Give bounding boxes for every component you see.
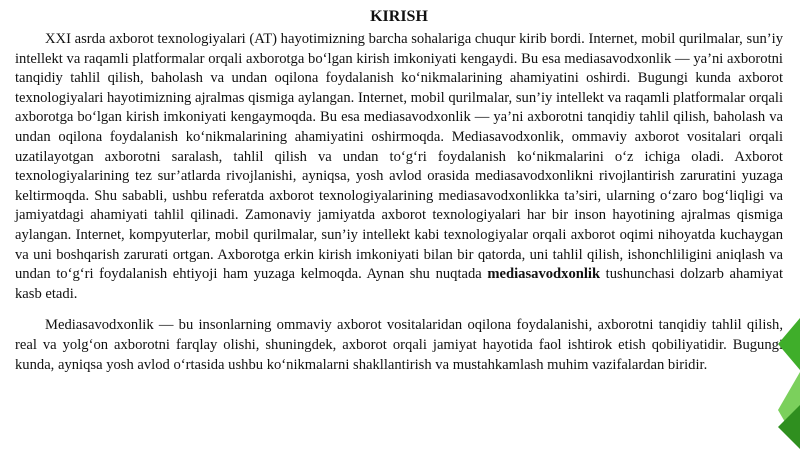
definition-paragraph: Mediasavodxonlik — bu insonlarning ommaviy axborot vositalaridan oqilona foydalanishi, axborotni tanqidiy tahlil qilish, real va yolg‘on axborotni farqlay olishi, shuningdek, axborot orqali jamiyat hayotida faol ishtirok etish qobiliyatidir. Bugungi kunda, ayniqsa yosh avlod o‘rtasida ushbu ko‘nikmalarni shakllantirish va mustahkamlash muhim vazifalardan biridir. — [15, 317, 783, 373]
page-title: KIRISH — [370, 8, 428, 25]
intro-paragraph-ending: tushunchasi dolzarb ahamiyat kasb etadi. — [15, 266, 784, 302]
highlighted-term: mediasavodxonlik — [487, 266, 601, 283]
green-corner-decoration-top — [778, 318, 800, 370]
green-corner-decoration-bottom — [778, 405, 800, 449]
document-body — [15, 6, 783, 375]
intro-paragraph-text: XXI asrda axborot texnologiyalari (AT) hayotimizning barcha sohalariga chuqur kirib bordi. Internet, mobil qurilmalar, sun’iy intellekt va raqamli platformalar orqali axborotga bo‘lgan kirish imkoniyati kengaydi. Bu esa mediasavodxonlik — ya’ni axborotni tanqidiy tahlil qilish, baholash va undan oqilona foydalanish ko‘nikmalarining ahamiyatini oshirdi. Bugungi kunda axborot texnologiyalari hayotimizning ajralmas qismiga aylangan. Internet, mobil qurilmalar, sun’iy intellekt va raqamli platformalar orqali axborotga bo‘lgan kirish imkoniyati kengaymoqda. Bu esa mediasavodxonlik — ya’ni axborotni tanqidiy tahlil qilish, baholash va undan oqilona foydalanish ko‘nikmalarining ahamiyatini oshirmoqda. Mediasavodxonlik, ommaviy axborot vositalari orqali uzatilayotgan axborotni saralash, tahlil qilish va undan to‘g‘ri foydalanish ko‘nikmalarini o‘z ichiga oladi. Axborot texnologiyalarining tez sur’atlarda rivojlanishi, ayniqsa, yosh avlod orasida mediasavodxonlikni rivojlantirish zaruratini yuzaga keltirmoqda. Shu sababli, ushbu referatda axborot texnologiyalarining mediasavodxonlikka ta’siri, ularning o‘zaro bog‘liqligi va jamiyatdagi ahamiyati tahlil qilinadi. Zamonaviy jamiyatda axborot texnologiyalari har bir inson hayotining ajralmas qismiga aylangan. Internet, kompyuterlar, mobil qurilmalar, sun’iy intellekt kabi texnologiyalar orqali axborot oqimi nihoyatda kuchaygan va uni boshqarish zarurati ortgan. Axborotga erkin kirish imkoniyati bilan bir qatorda, uni tahlil qilish, ishonchliligini aniqlash va undan to‘g‘ri foydalanish ehtiyoji ham yuzaga kelmoqda. Aynan shu nuqtada — [15, 31, 783, 283]
intro-paragraph — [15, 30, 783, 304]
